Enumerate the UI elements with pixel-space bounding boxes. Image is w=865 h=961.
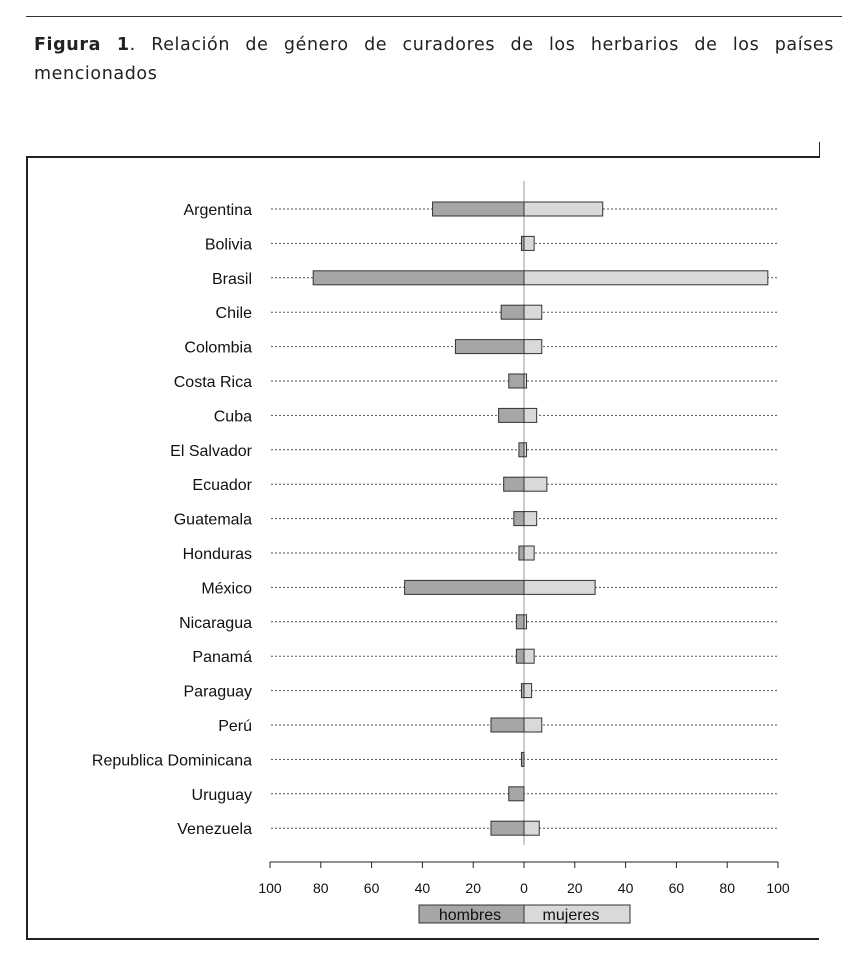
x-tick-label-0: 100 <box>258 880 282 896</box>
legend-label-hombres: hombres <box>438 907 502 924</box>
bar-hombres-venezuela <box>491 821 524 835</box>
category-label-republica-dominicana: Republica Dominicana <box>91 752 252 770</box>
bar-mujeres-chile <box>524 305 542 319</box>
category-label-mexico: México <box>201 580 252 598</box>
bar-hombres-nicaragua <box>516 615 524 629</box>
bar-mujeres-peru <box>524 718 542 732</box>
x-tick-label-10: 100 <box>766 880 790 896</box>
bar-hombres-colombia <box>455 340 524 354</box>
bar-hombres-guatemala <box>514 512 524 526</box>
category-label-brasil: Brasil <box>211 270 252 288</box>
category-label-el-salvador: El Salvador <box>170 442 252 460</box>
category-label-colombia: Colombia <box>184 339 252 357</box>
category-label-peru: Perú <box>218 718 252 735</box>
bar-mujeres-bolivia <box>524 236 534 250</box>
bar-mujeres-paraguay <box>524 684 532 698</box>
category-label-ecuador: Ecuador <box>192 477 252 495</box>
category-label-panama: Panamá <box>192 649 252 667</box>
bar-mujeres-ecuador <box>524 477 547 491</box>
bar-hombres-mexico <box>405 580 524 594</box>
figure-caption-text: . Relación de género de curadores de los herbarios de los países mencionados <box>34 35 834 84</box>
x-tick-label-9: 80 <box>719 880 735 896</box>
bar-hombres-uruguay <box>509 787 524 801</box>
x-tick-label-2: 60 <box>363 880 380 896</box>
legend-label-mujeres: mujeres <box>542 907 600 924</box>
bar-hombres-chile <box>501 305 524 319</box>
legend <box>419 905 630 924</box>
x-axis <box>258 862 790 896</box>
bar-mujeres-argentina <box>524 202 603 216</box>
bar-mujeres-panama <box>524 649 534 663</box>
bar-hombres-republica-dominicana <box>521 752 524 766</box>
category-label-honduras: Honduras <box>182 546 252 563</box>
bar-mujeres-el-salvador <box>524 443 527 457</box>
bar-hombres-peru <box>491 718 524 732</box>
x-tick-label-4: 20 <box>465 880 481 896</box>
category-label-venezuela: Venezuela <box>177 821 252 839</box>
bar-mujeres-cuba <box>524 408 537 422</box>
x-tick-label-5: 0 <box>520 880 528 896</box>
category-label-paraguay: Paraguay <box>183 683 252 701</box>
bar-mujeres-costa-rica <box>524 374 527 388</box>
bar-hombres-el-salvador <box>519 443 524 457</box>
bar-hombres-ecuador <box>504 477 524 491</box>
bar-hombres-brasil <box>313 271 524 285</box>
category-label-guatemala: Guatemala <box>173 511 252 529</box>
category-label-uruguay: Uruguay <box>191 786 252 804</box>
category-label-bolivia: Bolivia <box>204 236 252 254</box>
bar-mujeres-venezuela <box>524 821 539 835</box>
bar-hombres-argentina <box>433 202 524 216</box>
x-tick-label-6: 20 <box>567 880 583 896</box>
bar-hombres-cuba <box>499 408 524 422</box>
category-label-argentina: Argentina <box>183 202 252 219</box>
x-tick-label-7: 40 <box>617 880 634 896</box>
bar-mujeres-nicaragua <box>524 615 527 629</box>
bar-mujeres-honduras <box>524 546 534 560</box>
bar-mujeres-mexico <box>524 580 595 594</box>
bar-hombres-panama <box>516 649 524 663</box>
category-label-costa-rica: Costa Rica <box>173 374 252 391</box>
x-tick-label-1: 80 <box>313 880 329 896</box>
x-tick-label-3: 40 <box>414 880 431 896</box>
category-label-chile: Chile <box>215 305 252 323</box>
bar-hombres-honduras <box>519 546 524 560</box>
figure-label: Figura 1 <box>34 35 130 55</box>
category-labels <box>92 202 253 838</box>
category-label-cuba: Cuba <box>213 408 252 426</box>
bar-mujeres-guatemala <box>524 512 537 526</box>
x-tick-label-8: 60 <box>668 880 685 896</box>
bar-mujeres-brasil <box>524 271 768 285</box>
category-label-nicaragua: Nicaragua <box>179 614 252 632</box>
bar-mujeres-colombia <box>524 340 542 354</box>
bar-hombres-costa-rica <box>509 374 524 388</box>
